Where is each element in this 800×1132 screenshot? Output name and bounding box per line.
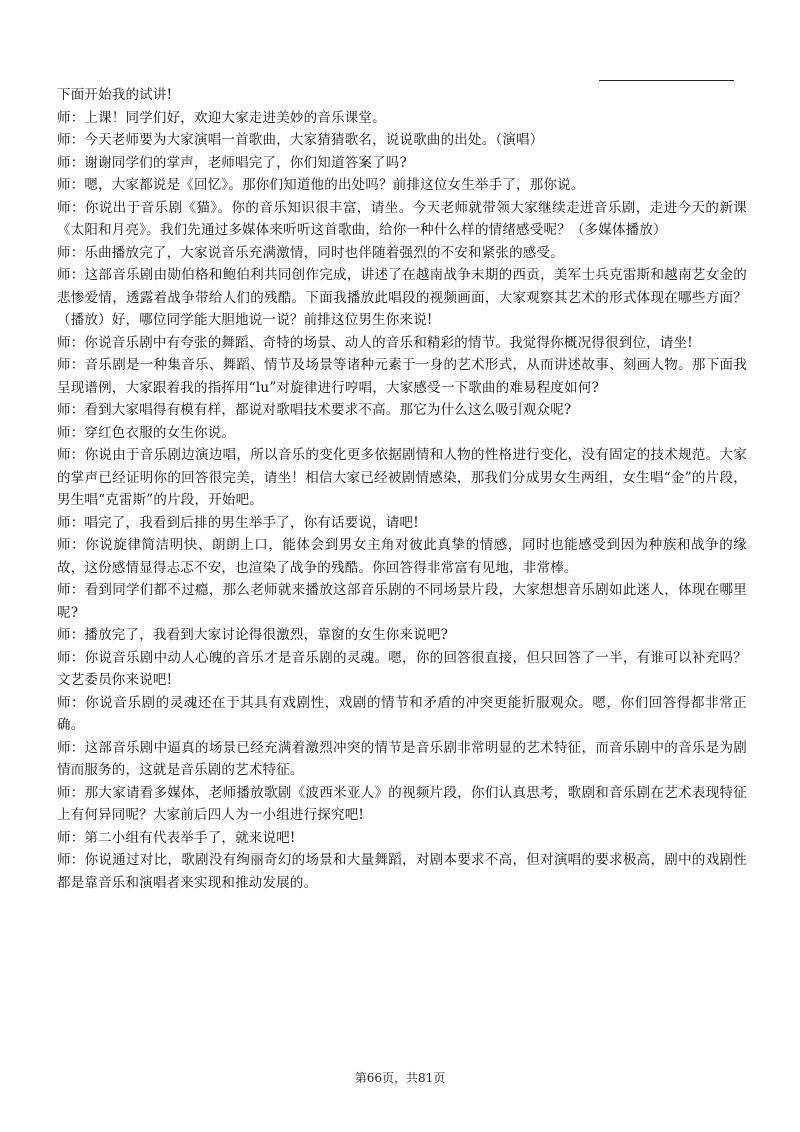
dialogue-paragraph: 师：你说音乐剧中动人心魄的音乐才是音乐剧的灵魂。嗯，你的回答很直接，但只回答了一半，有谁可以补充吗？文艺委员你来说吧! (57, 649, 747, 688)
dialogue-paragraph: 师：穿红色衣服的女生你说。 (57, 424, 236, 441)
dialogue-paragraph: 师：你说音乐剧中有夸张的舞蹈、奇特的场景、动人的音乐和精彩的情节。我觉得你概况得很到位，请坐! (57, 334, 693, 351)
document-body (57, 84, 747, 894)
dialogue-paragraph: 师：上课！同学们好，欢迎大家走进美妙的音乐课堂。 (57, 109, 386, 126)
dialogue-paragraph: 师：乐曲播放完了，大家说音乐充满激情，同时也伴随着强烈的不安和紧张的感受。 (57, 244, 564, 261)
dialogue-paragraph: 师：看到同学们都不过瘾，那么老师就来播放这部音乐剧的不同场景片段，大家想想音乐剧如此迷人，体现在哪里呢? (57, 582, 747, 621)
intro-line: 下面开始我的试讲! (57, 87, 173, 103)
header-rule (599, 80, 734, 81)
dialogue-paragraph: 师：今天老师要为大家演唱一首歌曲，大家猜猜歌名，说说歌曲的出处。（演唱） (57, 132, 544, 148)
dialogue-paragraph: 师：播放完了，我看到大家讨论得很激烈，靠窗的女生你来说吧? (57, 627, 449, 643)
page-number: 第66页，共81页 (354, 1071, 446, 1085)
dialogue-paragraph: 师：你说音乐剧的灵魂还在于其具有戏剧性，戏剧的情节和矛盾的冲突更能折服观众。嗯，你们回答得都非常正确。 (57, 694, 747, 733)
dialogue-paragraph: 师：你说通过对比，歌剧没有绚丽奇幻的场景和大量舞蹈，对剧本要求不高，但对演唱的要求极高，剧中的戏剧性都是靠音乐和演唱者来实现和推动发展的。 (57, 852, 747, 891)
dialogue-paragraph: 师：看到大家唱得有模有样，都说对歌唱技术要求不高。那它为什么这么吸引观众呢? (57, 402, 572, 418)
dialogue-paragraph: 师：嗯，大家都说是《回忆》。那你们知道他的出处吗？前排这位女生举手了，那你说。 (57, 177, 585, 193)
dialogue-paragraph: 师：那大家请看多媒体，老师播放歌剧《波西米亚人》的视频片段，你们认真思考，歌剧和音乐剧在艺术表现特征上有何异同呢？大家前后四人为一小组进行探究吧! (57, 784, 747, 823)
dialogue-paragraph: 师：音乐剧是一种集音乐、舞蹈、情节及场景等诸种元素于一身的艺术形式，从而讲述故事、刻画人物。那下面我呈现谱例，大家跟着我的指挥用“lu”对旋律进行哼唱，大家感受一下歌曲的难易程度如何? (57, 357, 747, 396)
dialogue-paragraph: 师：你说出于音乐剧《猫》。你的音乐知识很丰富，请坐。今天老师就带领大家继续走进音乐剧，走进今天的新课《太阳和月亮》。我们先通过多媒体来听听这首歌曲，给你一种什么样的情绪感受呢？（多媒体播放） (57, 199, 747, 238)
dialogue-paragraph: 师：这部音乐剧中逼真的场景已经充满着激烈冲突的情节是音乐剧非常明显的艺术特征，而音乐剧中的音乐是为剧情而服务的，这就是音乐剧的艺术特征。 (57, 739, 747, 778)
dialogue-paragraph: 师：这部音乐剧由勋伯格和鲍伯利共同创作完成，讲述了在越南战争末期的西贡，美军士兵克雷斯和越南艺女金的悲惨爱情，透露着战争带给人们的残酷。下面我播放此唱段的视频画面，大家观察其艺术的形式体现在哪些方面？（播放）好，哪位同学能大胆地说一说？前排这位男生你来说! (57, 267, 747, 328)
dialogue-paragraph: 师：你说由于音乐剧边演边唱，所以音乐的变化更多依据剧情和人物的性格进行变化，没有固定的技术规范。大家的掌声已经证明你的回答很完美，请坐！相信大家已经被剧情感染，那我们分成男女生两组，女生唱“金”的片段，男生唱“克雷斯”的片段，开始吧。 (57, 447, 747, 508)
dialogue-paragraph: 师：谢谢同学们的掌声，老师唱完了，你们知道答案了吗? (57, 154, 407, 171)
dialogue-paragraph: 师：你说旋律简洁明快、朗朗上口，能体会到男女主角对彼此真挚的情感，同时也能感受到因为种族和战争的缘故，这份感情显得忐忑不安，也渲染了战争的残酷。你回答得非常富有见地，非常棒。 (57, 537, 747, 576)
dialogue-paragraph: 师：第二小组有代表举手了，就来说吧! (57, 829, 296, 846)
dialogue-paragraph: 师：唱完了，我看到后排的男生举手了，你有话要说，请吧! (57, 514, 419, 531)
